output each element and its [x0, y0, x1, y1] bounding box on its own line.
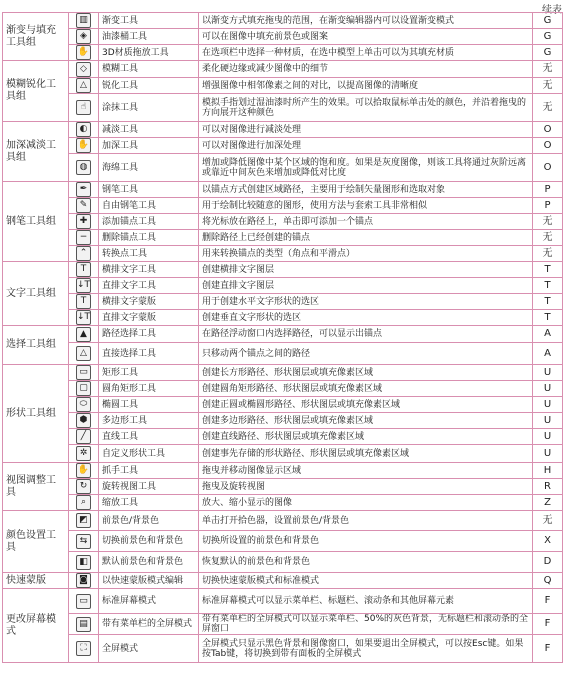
tool-description-cell: 增强图像中相邻像素之间的对比，以提高图像的清晰度 [199, 78, 533, 94]
group-name-cell: 形状工具组 [3, 365, 69, 463]
tool-description-cell: 创建事先存储的形状路径、形状图层或填充像素区域 [199, 445, 533, 463]
tool-name-cell: 切换前景色和背景色 [99, 531, 199, 552]
table-row [3, 78, 563, 94]
delete-anchor-icon: − [76, 230, 91, 245]
table-row [3, 326, 563, 343]
zoom-tool-icon: ⌕ [76, 495, 91, 510]
shortcut-key-cell: U [533, 365, 563, 381]
shortcut-key-cell: U [533, 381, 563, 397]
table-row [3, 278, 563, 294]
custom-shape-icon: ✲ [76, 446, 91, 461]
table-row [3, 445, 563, 463]
tool-description-cell: 用于创建水平文字形状的选区 [199, 294, 533, 310]
tool-description-cell: 拖曳并移动图像显示区域 [199, 463, 533, 479]
convert-point-icon: ⌃ [76, 246, 91, 261]
pen-tool-icon: ✒ [76, 182, 91, 197]
shortcut-key-cell: 无 [533, 78, 563, 94]
tool-name-cell: 路径选择工具 [99, 326, 199, 343]
foreground-background-icon: ◩ [76, 513, 91, 528]
line-tool-icon: ╱ [76, 429, 91, 444]
shortcut-key-cell: T [533, 310, 563, 326]
tool-icon-cell [69, 614, 99, 635]
ellipse-tool-icon: ⬭ [76, 397, 91, 412]
tool-name-cell: 横排文字工具 [99, 262, 199, 278]
sponge-tool-icon: ◍ [76, 160, 91, 175]
tool-name-cell: 标准屏幕模式 [99, 589, 199, 614]
path-selection-icon: ▲ [76, 327, 91, 342]
tool-name-cell: 椭圆工具 [99, 397, 199, 413]
shortcut-key-cell: G [533, 45, 563, 61]
tool-description-cell: 在选项栏中选择一种材质，在选中模型上单击可以为其填充材质 [199, 45, 533, 61]
tool-icon-cell [69, 13, 99, 29]
horizontal-type-mask-icon: T [76, 294, 91, 309]
table-row [3, 589, 563, 614]
tool-description-cell: 删除路径上已经创建的锚点 [199, 230, 533, 246]
tool-description-cell: 单击打开拾色器，设置前景色/背景色 [199, 511, 533, 531]
table-row [3, 230, 563, 246]
tool-table [2, 12, 563, 663]
3d-material-drop-icon: ✋ [76, 45, 91, 60]
tool-description-cell: 柔化硬边缘或减少图像中的细节 [199, 61, 533, 78]
table-row [3, 294, 563, 310]
table-row [3, 310, 563, 326]
table-row [3, 138, 563, 154]
sharpen-tool-icon: △ [76, 78, 91, 93]
tool-description-cell: 在路径浮动窗口内选择路径，可以显示出锚点 [199, 326, 533, 343]
shortcut-key-cell: H [533, 463, 563, 479]
tool-description-cell: 切换快速蒙版模式和标准模式 [199, 573, 533, 589]
tool-description-cell: 只移动两个锚点之间的路径 [199, 343, 533, 365]
tool-icon-cell [69, 294, 99, 310]
tool-icon-cell [69, 122, 99, 138]
tool-icon-cell [69, 429, 99, 445]
standard-screen-icon: ▭ [76, 594, 91, 609]
shortcut-key-cell: G [533, 29, 563, 45]
tool-icon-cell [69, 573, 99, 589]
table-row [3, 463, 563, 479]
tool-icon-cell [69, 326, 99, 343]
tool-name-cell: 减淡工具 [99, 122, 199, 138]
table-row [3, 413, 563, 429]
tool-icon-cell [69, 214, 99, 230]
tool-icon-cell [69, 479, 99, 495]
table-row [3, 13, 563, 29]
shortcut-key-cell: F [533, 589, 563, 614]
shortcut-key-cell: Q [533, 573, 563, 589]
table-row [3, 397, 563, 413]
tool-icon-cell [69, 138, 99, 154]
tool-name-cell: 直排文字工具 [99, 278, 199, 294]
tool-description-cell: 切换所设置的前景色和背景色 [199, 531, 533, 552]
table-row [3, 614, 563, 635]
tool-icon-cell [69, 198, 99, 214]
tool-name-cell: 渐变工具 [99, 13, 199, 29]
shortcut-key-cell: R [533, 479, 563, 495]
shortcut-key-cell: X [533, 531, 563, 552]
tool-description-cell: 创建直排文字图层 [199, 278, 533, 294]
tool-name-cell: 全屏模式 [99, 635, 199, 663]
table-row [3, 635, 563, 663]
horizontal-type-icon: T [76, 262, 91, 277]
tool-name-cell: 模糊工具 [99, 61, 199, 78]
table-row [3, 214, 563, 230]
tool-icon-cell [69, 154, 99, 182]
default-colors-icon: ◧ [76, 555, 91, 570]
shortcut-key-cell: A [533, 326, 563, 343]
shortcut-key-cell: U [533, 413, 563, 429]
table-row [3, 531, 563, 552]
tool-name-cell: 海绵工具 [99, 154, 199, 182]
tool-name-cell: 油漆桶工具 [99, 29, 199, 45]
table-row [3, 381, 563, 397]
tool-description-cell: 以渐变方式填充拖曳的范围，在渐变编辑器内可以设置渐变模式 [199, 13, 533, 29]
continued-label: 续表 [542, 5, 562, 16]
tool-icon-cell [69, 45, 99, 61]
shortcut-key-cell: P [533, 182, 563, 198]
rotate-view-icon: ↻ [76, 479, 91, 494]
table-row [3, 479, 563, 495]
shortcut-key-cell: O [533, 138, 563, 154]
vertical-type-icon: ↓T [76, 278, 91, 293]
group-name-cell: 渐变与填充工具组 [3, 13, 69, 61]
table-row [3, 262, 563, 278]
tool-description-cell: 恢复默认的前景色和背景色 [199, 552, 533, 573]
tool-icon-cell [69, 343, 99, 365]
tool-description-cell: 带有菜单栏的全屏模式可以显示菜单栏、50%的灰色背景，无标题栏和滚动条的全屏窗口 [199, 614, 533, 635]
shortcut-key-cell: F [533, 635, 563, 663]
group-name-cell: 颜色设置工具 [3, 511, 69, 573]
shortcut-key-cell: 无 [533, 94, 563, 122]
tool-icon-cell [69, 182, 99, 198]
table-row [3, 122, 563, 138]
smudge-tool-icon: ☝ [76, 100, 91, 115]
shortcut-key-cell: T [533, 262, 563, 278]
shortcut-key-cell: O [533, 154, 563, 182]
tool-icon-cell [69, 29, 99, 45]
tool-icon-cell [69, 511, 99, 531]
tool-icon-cell [69, 365, 99, 381]
tool-description-cell: 拖曳及旋转视图 [199, 479, 533, 495]
group-name-cell: 快速蒙版 [3, 573, 69, 589]
group-name-cell: 钢笔工具组 [3, 182, 69, 262]
tool-name-cell: 自定义形状工具 [99, 445, 199, 463]
group-name-cell: 模糊锐化工具组 [3, 61, 69, 122]
blur-tool-icon: ◇ [76, 62, 91, 77]
table-row [3, 198, 563, 214]
tool-name-cell: 加深工具 [99, 138, 199, 154]
freeform-pen-icon: ✎ [76, 198, 91, 213]
table-row [3, 61, 563, 78]
shortcut-key-cell: F [533, 614, 563, 635]
add-anchor-icon: ✚ [76, 214, 91, 229]
tool-name-cell: 以快速蒙版模式编辑 [99, 573, 199, 589]
group-name-cell: 视图调整工具 [3, 463, 69, 511]
tool-description-cell: 用于绘制比较随意的图形，使用方法与套索工具非常相似 [199, 198, 533, 214]
table-row [3, 343, 563, 365]
rectangle-tool-icon: ▭ [76, 365, 91, 380]
tool-description-cell: 将光标放在路径上，单击即可添加一个锚点 [199, 214, 533, 230]
tool-name-cell: 直线工具 [99, 429, 199, 445]
tool-icon-cell [69, 495, 99, 511]
tool-description-cell: 创建多边形路径、形状图层或填充像素区域 [199, 413, 533, 429]
tool-table-body [3, 13, 563, 663]
tool-icon-cell [69, 413, 99, 429]
shortcut-key-cell: D [533, 552, 563, 573]
table-row [3, 511, 563, 531]
tool-icon-cell [69, 94, 99, 122]
tool-name-cell: 添加锚点工具 [99, 214, 199, 230]
tool-name-cell: 前景色/背景色 [99, 511, 199, 531]
tool-icon-cell [69, 310, 99, 326]
shortcut-key-cell: U [533, 445, 563, 463]
table-row [3, 94, 563, 122]
tool-name-cell: 3D材质拖放工具 [99, 45, 199, 61]
vertical-type-mask-icon: ↓T [76, 310, 91, 325]
tool-description-cell: 创建横排文字图层 [199, 262, 533, 278]
tool-description-cell: 创建直线路径、形状图层或填充像素区域 [199, 429, 533, 445]
shortcut-key-cell: 无 [533, 61, 563, 78]
dodge-tool-icon: ◐ [76, 122, 91, 137]
tool-name-cell: 删除锚点工具 [99, 230, 199, 246]
tool-name-cell: 缩放工具 [99, 495, 199, 511]
shortcut-key-cell: A [533, 343, 563, 365]
tool-icon-cell [69, 552, 99, 573]
shortcut-key-cell: P [533, 198, 563, 214]
tool-description-cell: 放大、缩小显示的图像 [199, 495, 533, 511]
tool-description-cell: 创建圆角矩形路径、形状图层或填充像素区域 [199, 381, 533, 397]
shortcut-key-cell: 无 [533, 230, 563, 246]
table-row [3, 246, 563, 262]
tool-icon-cell [69, 230, 99, 246]
tool-description-cell: 标准屏幕模式可以显示菜单栏、标题栏、滚动条和其他屏幕元素 [199, 589, 533, 614]
tool-icon-cell [69, 463, 99, 479]
tool-icon-cell [69, 381, 99, 397]
shortcut-key-cell: T [533, 294, 563, 310]
tool-name-cell: 锐化工具 [99, 78, 199, 94]
tool-name-cell: 转换点工具 [99, 246, 199, 262]
tool-name-cell: 横排文字蒙版 [99, 294, 199, 310]
full-screen-icon: ⛶ [76, 641, 91, 656]
tool-name-cell: 带有菜单栏的全屏模式 [99, 614, 199, 635]
full-screen-menu-icon: ▤ [76, 617, 91, 632]
table-row [3, 45, 563, 61]
direct-selection-icon: △ [76, 346, 91, 361]
table-row [3, 29, 563, 45]
tool-icon-cell [69, 397, 99, 413]
tool-description-cell: 可以对图像进行减淡处理 [199, 122, 533, 138]
hand-tool-icon: ✋ [76, 463, 91, 478]
tool-description-cell: 创建正圆或椭圆形路径、形状图层或填充像素区域 [199, 397, 533, 413]
tool-name-cell: 默认前景色和背景色 [99, 552, 199, 573]
table-row [3, 573, 563, 589]
tool-description-cell: 可以对图像进行加深处理 [199, 138, 533, 154]
tool-name-cell: 矩形工具 [99, 365, 199, 381]
tool-description-cell: 增加或降低图像中某个区域的饱和度。如果是灰度图像，则该工具将通过灰阶远离或靠近中间灰色来增加或降低对比度 [199, 154, 533, 182]
table-row [3, 495, 563, 511]
group-name-cell: 文字工具组 [3, 262, 69, 326]
table-row [3, 429, 563, 445]
gradient-tool-icon: ▥ [76, 13, 91, 28]
tool-icon-cell [69, 78, 99, 94]
group-name-cell: 更改屏幕模式 [3, 589, 69, 663]
table-row [3, 365, 563, 381]
tool-name-cell: 直排文字蒙版 [99, 310, 199, 326]
tool-description-cell: 可以在图像中填充前景色或图案 [199, 29, 533, 45]
tool-description-cell: 模拟手指划过湿油漆时所产生的效果。可以拾取鼠标单击处的颜色，并沿着拖曳的方向展开这种颜色 [199, 94, 533, 122]
tool-description-cell: 以锚点方式创建区域路径，主要用于绘制矢量图形和选取对象 [199, 182, 533, 198]
rounded-rectangle-icon: ▢ [76, 381, 91, 396]
tool-icon-cell [69, 262, 99, 278]
tool-description-cell: 用来转换锚点的类型（角点和平滑点） [199, 246, 533, 262]
table-row [3, 154, 563, 182]
tool-icon-cell [69, 445, 99, 463]
tool-icon-cell [69, 246, 99, 262]
group-name-cell: 加深减淡工具组 [3, 122, 69, 182]
table-row [3, 552, 563, 573]
tool-icon-cell [69, 278, 99, 294]
burn-tool-icon: ✋ [76, 138, 91, 153]
group-name-cell: 选择工具组 [3, 326, 69, 365]
tool-name-cell: 多边形工具 [99, 413, 199, 429]
tool-icon-cell [69, 635, 99, 663]
tool-description-cell: 创建长方形路径、形状图层或填充像素区域 [199, 365, 533, 381]
tool-icon-cell [69, 531, 99, 552]
paint-bucket-icon: ◈ [76, 29, 91, 44]
shortcut-key-cell: T [533, 278, 563, 294]
tool-name-cell: 直接选择工具 [99, 343, 199, 365]
tool-name-cell: 钢笔工具 [99, 182, 199, 198]
tool-name-cell: 旋转视图工具 [99, 479, 199, 495]
tool-icon-cell [69, 61, 99, 78]
tool-description-cell: 全屏模式只显示黑色背景和图像窗口，如果要退出全屏模式，可以按Esc键。如果按Tab键，将切换到带有面板的全屏模式 [199, 635, 533, 663]
tool-icon-cell [69, 589, 99, 614]
tool-name-cell: 涂抹工具 [99, 94, 199, 122]
tool-name-cell: 圆角矩形工具 [99, 381, 199, 397]
quick-mask-icon: ◙ [76, 573, 91, 588]
switch-colors-icon: ⇆ [76, 534, 91, 549]
polygon-tool-icon: ⬢ [76, 413, 91, 428]
shortcut-key-cell: Z [533, 495, 563, 511]
tool-name-cell: 自由钢笔工具 [99, 198, 199, 214]
shortcut-key-cell: O [533, 122, 563, 138]
shortcut-key-cell: 无 [533, 214, 563, 230]
table-row [3, 182, 563, 198]
tool-name-cell: 抓手工具 [99, 463, 199, 479]
shortcut-key-cell: U [533, 397, 563, 413]
shortcut-key-cell: G [533, 13, 563, 29]
shortcut-key-cell: U [533, 429, 563, 445]
shortcut-key-cell: 无 [533, 246, 563, 262]
shortcut-key-cell: 无 [533, 511, 563, 531]
tool-description-cell: 创建垂直文字形状的选区 [199, 310, 533, 326]
